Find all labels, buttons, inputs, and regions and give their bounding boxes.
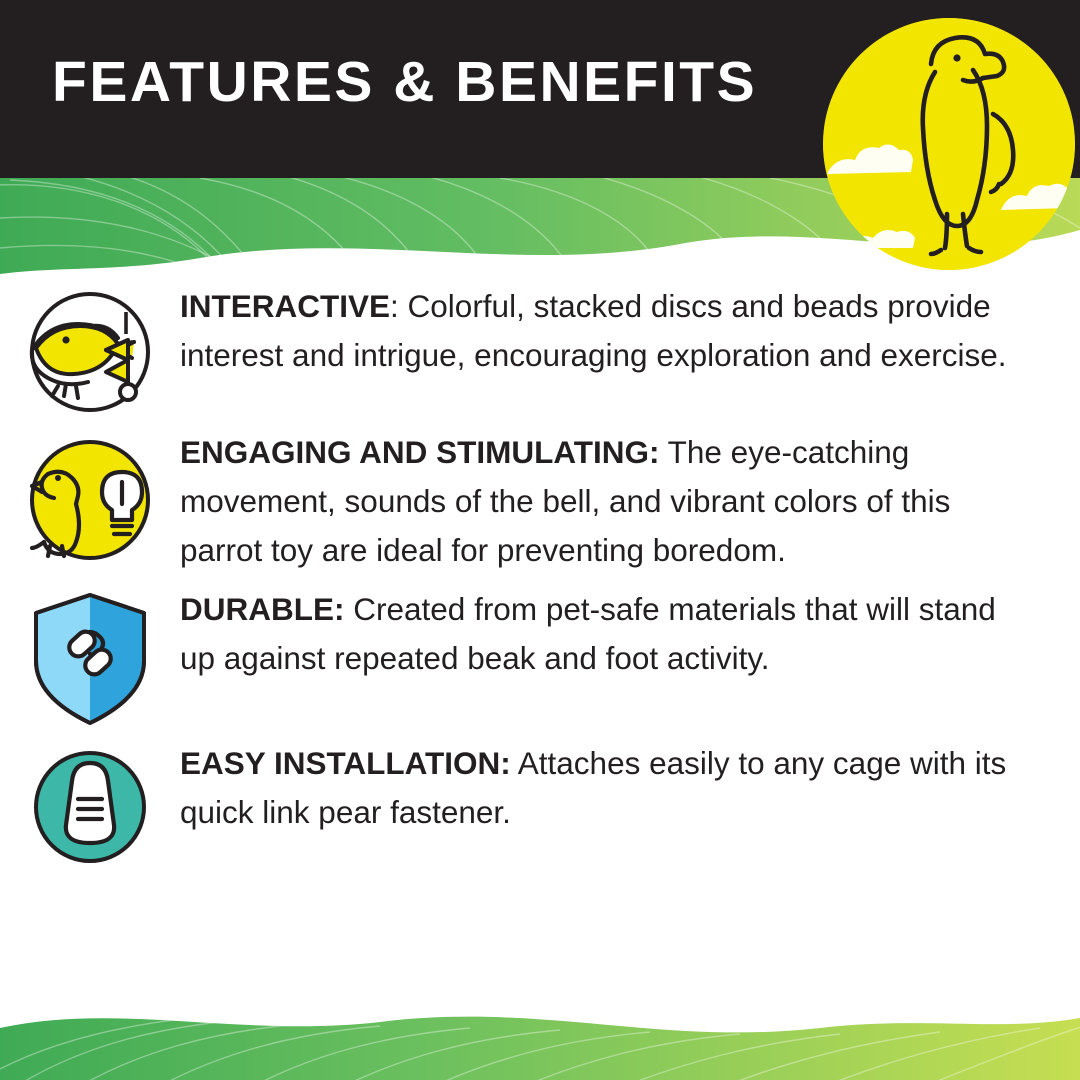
feature-item-durable: [0, 585, 1080, 729]
shield-chain-icon: [0, 585, 180, 729]
page-title: FEATURES & BENEFITS: [52, 50, 758, 114]
feature-separator: [659, 434, 667, 470]
feature-separator: [344, 591, 353, 627]
feature-text-durable: [180, 585, 1080, 683]
carabiner-icon: [0, 739, 180, 871]
feature-body-engaging: The eye-catching movement, sounds of the bell, and vibrant colors of this parrot toy are ideal for preventing boredom.: [180, 434, 951, 568]
feature-separator: [511, 745, 518, 781]
feature-lead-durable: DURABLE:: [180, 591, 345, 627]
feature-lead-easy-installation: EASY INSTALLATION:: [180, 745, 511, 781]
feature-text-engaging: [180, 428, 1080, 575]
features-list: [0, 282, 1080, 881]
bird-with-toy-icon: [0, 282, 180, 418]
feature-lead-interactive: INTERACTIVE: [180, 288, 391, 324]
bird-lightbulb-icon: [0, 428, 180, 572]
feature-item-easy-installation: [0, 739, 1080, 871]
feature-item-interactive: [0, 282, 1080, 418]
feature-text-interactive: [180, 282, 1080, 380]
feature-text-easy-installation: [180, 739, 1080, 837]
feature-body-durable: Created from pet-safe materials that will stand up against repeated beak and foot activity.: [180, 591, 996, 676]
leaf-pattern-bottom: [0, 994, 1080, 1080]
feature-lead-engaging: ENGAGING AND STIMULATING:: [180, 434, 660, 470]
feature-body-interactive: Colorful, stacked discs and beads provide interest and intrigue, encouraging exploration and exercise.: [180, 288, 1007, 373]
feature-separator: :: [390, 288, 408, 324]
feature-item-engaging: [0, 428, 1080, 575]
parrot-badge: [823, 18, 1075, 270]
feature-body-easy-installation: Attaches easily to any cage with its quick link pear fastener.: [180, 745, 1007, 830]
